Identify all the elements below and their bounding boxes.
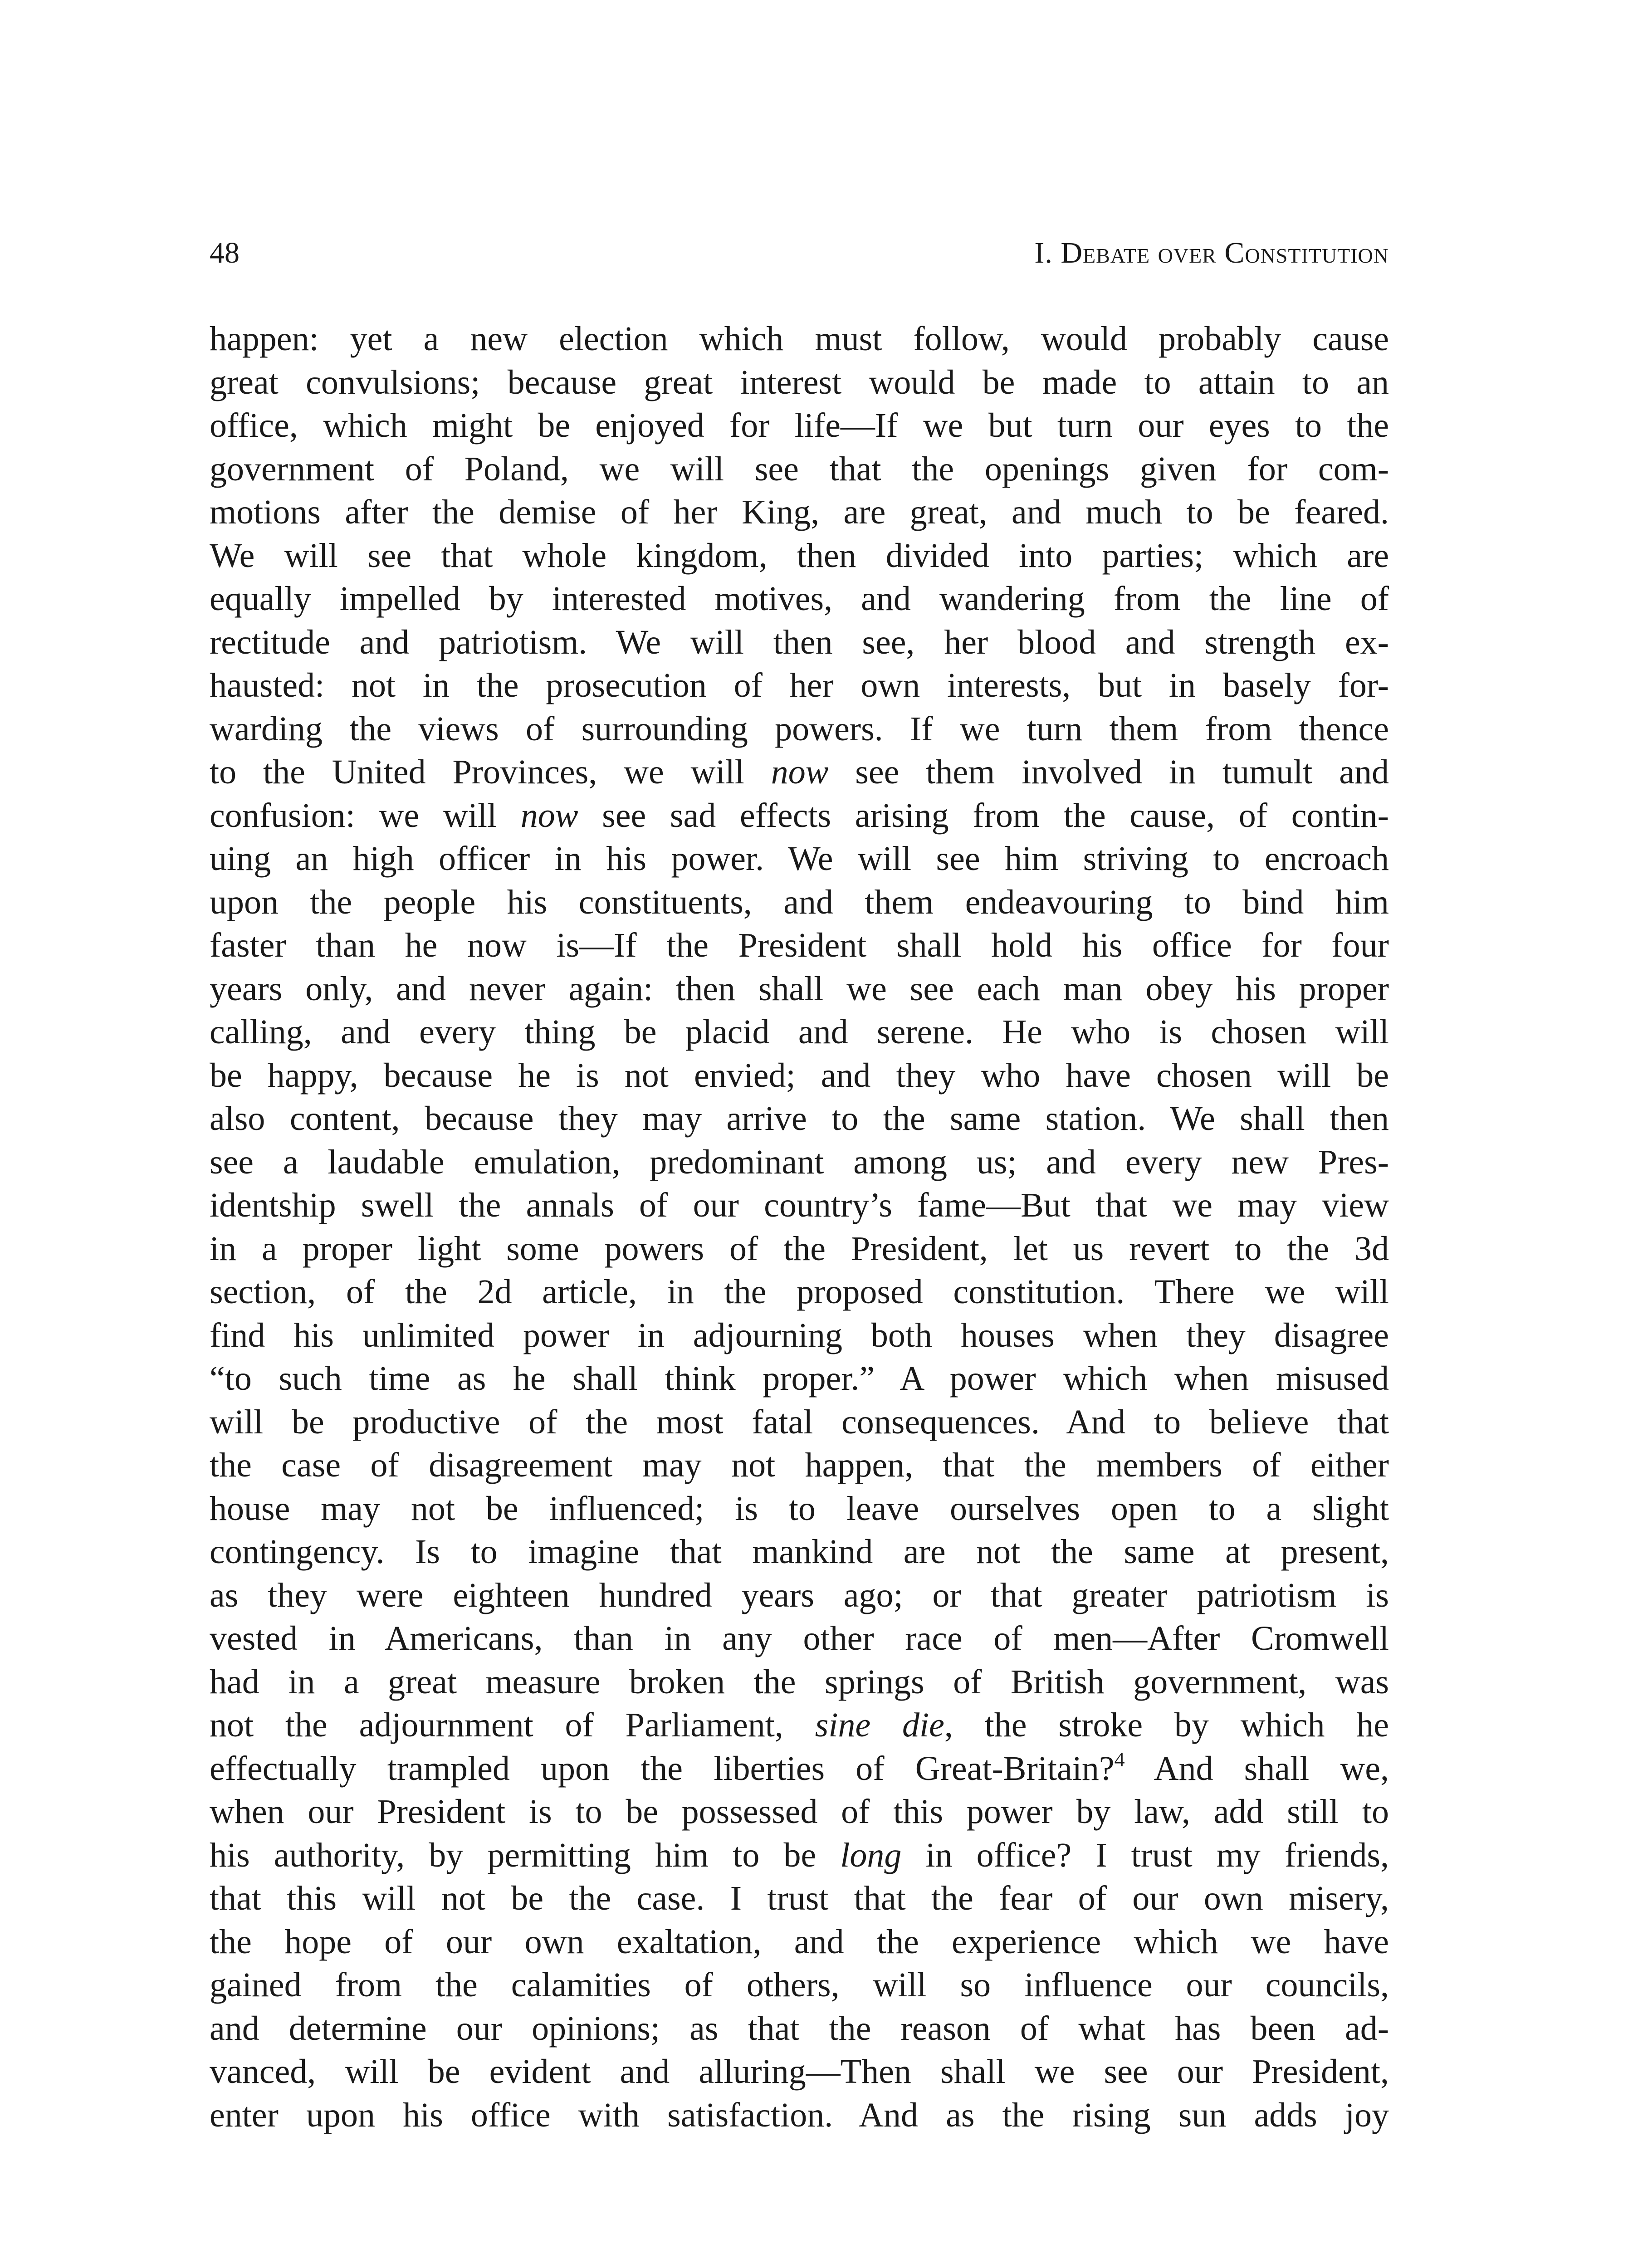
text-line	[210, 1184, 1389, 1227]
italic-text: now	[520, 796, 578, 835]
text-segment: uing an high officer in his power. We will see him striving to encroach	[210, 840, 1389, 878]
text-line	[210, 881, 1389, 924]
text-line	[210, 1227, 1389, 1271]
text-segment: also content, because they may arrive to the same station. We shall then	[210, 1100, 1389, 1138]
body-text	[210, 318, 1389, 2137]
italic-text: long	[840, 1836, 902, 1874]
text-line	[210, 1964, 1389, 2007]
text-line	[210, 1097, 1389, 1141]
text-segment: in a proper light some powers of the President, let us revert to the 3d	[210, 1229, 1389, 1268]
text-segment: “to such time as he shall think proper.” A power which when misused	[210, 1359, 1389, 1398]
text-segment: rectitude and patriotism. We will then see, her blood and strength ex-	[210, 623, 1389, 661]
text-segment: warding the views of surrounding powers. If we turn them from thence	[210, 709, 1389, 748]
text-segment: hausted: not in the prosecution of her own interests, but in basely for-	[210, 666, 1389, 704]
footnote-marker: 4	[1114, 1747, 1125, 1771]
text-line	[210, 491, 1389, 534]
italic-text: sine die	[815, 1706, 944, 1744]
text-segment: find his unlimited power in adjourning both houses when they disagree	[210, 1316, 1389, 1354]
text-segment: confusion: we will	[210, 796, 521, 835]
text-segment: as they were eighteen hundred years ago; or that greater patriotism is	[210, 1576, 1389, 1614]
text-line	[210, 1011, 1389, 1054]
text-segment: , the stroke by which he	[944, 1706, 1389, 1744]
text-line	[210, 751, 1389, 794]
text-segment: will be productive of the most fatal consequences. And to believe that	[210, 1403, 1389, 1441]
text-line	[210, 1141, 1389, 1184]
text-segment: faster than he now is—If the President shall hold his office for four	[210, 926, 1389, 964]
text-line	[210, 1271, 1389, 1314]
text-segment: And shall we,	[1125, 1749, 1389, 1788]
text-segment: to the United Provinces, we will	[210, 753, 771, 791]
text-line	[210, 404, 1389, 448]
text-line	[210, 837, 1389, 881]
text-line	[210, 2094, 1389, 2137]
text-line	[210, 1704, 1389, 1747]
page-number: 48	[210, 236, 240, 269]
text-line	[210, 1834, 1389, 1877]
text-segment: government of Poland, we will see that the openings given for com-	[210, 450, 1389, 488]
text-segment: the hope of our own exaltation, and the experience which we have	[210, 1922, 1389, 1961]
text-segment: that this will not be the case. I trust that the fear of our own misery,	[210, 1879, 1389, 1917]
text-segment: vested in Americans, than in any other race of men—After Cromwell	[210, 1619, 1389, 1657]
text-line	[210, 1661, 1389, 1704]
text-segment: see a laudable emulation, predominant among us; and every new Pres-	[210, 1143, 1389, 1181]
text-segment: and determine our opinions; as that the reason of what has been ad-	[210, 2009, 1389, 2048]
text-line	[210, 968, 1389, 1011]
text-segment: years only, and never again: then shall we see each man obey his proper	[210, 969, 1389, 1008]
text-segment: see sad effects arising from the cause, of contin-	[578, 796, 1389, 835]
text-line	[210, 1054, 1389, 1098]
text-segment: not the adjournment of Parliament,	[210, 1706, 815, 1744]
text-line	[210, 361, 1389, 405]
text-line	[210, 1747, 1389, 1791]
text-segment: great convulsions; because great interest would be made to attain to an	[210, 363, 1389, 401]
italic-text: now	[771, 753, 829, 791]
running-head	[210, 226, 1389, 280]
text-segment: had in a great measure broken the springs of British government, was	[210, 1662, 1389, 1701]
text-line	[210, 1357, 1389, 1401]
text-line	[210, 924, 1389, 968]
text-segment: be happy, because he is not envied; and they who have chosen will be	[210, 1056, 1389, 1095]
text-segment: when our President is to be possessed of this power by law, add still to	[210, 1793, 1389, 1831]
text-segment: in office? I trust my friends,	[901, 1836, 1389, 1874]
text-segment: see them involved in tumult and	[828, 753, 1389, 791]
text-line	[210, 1530, 1389, 1574]
text-line	[210, 1921, 1389, 1964]
text-segment: calling, and every thing be placid and serene. He who is chosen will	[210, 1013, 1389, 1051]
text-segment: effectually trampled upon the liberties of Great-Britain?	[210, 1749, 1115, 1788]
text-segment: equally impelled by interested motives, and wandering from the line of	[210, 580, 1389, 618]
text-segment: vanced, will be evident and alluring—Then shall we see our President,	[210, 2053, 1389, 2091]
text-segment: office, which might be enjoyed for life—If we but turn our eyes to the	[210, 406, 1389, 445]
text-line	[210, 1487, 1389, 1531]
text-line	[210, 577, 1389, 621]
text-line	[210, 621, 1389, 665]
text-segment: the case of disagreement may not happen, that the members of either	[210, 1446, 1389, 1484]
text-line	[210, 1314, 1389, 1358]
text-line	[210, 448, 1389, 491]
text-segment: enter upon his office with satisfaction. And as the rising sun adds joy	[210, 2096, 1389, 2134]
text-segment: house may not be influenced; is to leave ourselves open to a slight	[210, 1489, 1389, 1528]
text-line	[210, 2007, 1389, 2051]
text-segment: motions after the demise of her King, are great, and much to be feared.	[210, 493, 1389, 531]
text-line	[210, 794, 1389, 838]
text-segment: upon the people his constituents, and them endeavouring to bind him	[210, 883, 1389, 921]
text-segment: contingency. Is to imagine that mankind are not the same at present,	[210, 1533, 1389, 1571]
text-segment: his authority, by permitting him to be	[210, 1836, 841, 1874]
text-line	[210, 1790, 1389, 1834]
text-line	[210, 708, 1389, 751]
text-line	[210, 318, 1389, 361]
text-line	[210, 2050, 1389, 2094]
text-segment: happen: yet a new election which must follow, would probably cause	[210, 320, 1389, 358]
text-line	[210, 1444, 1389, 1487]
text-segment: We will see that whole kingdom, then divided into parties; which are	[210, 536, 1389, 575]
text-line	[210, 534, 1389, 578]
text-segment: identship swell the annals of our country’s fame—But that we may view	[210, 1186, 1389, 1224]
text-segment: gained from the calamities of others, will so influence our councils,	[210, 1966, 1389, 2004]
text-line	[210, 1401, 1389, 1444]
text-line	[210, 1574, 1389, 1618]
text-line	[210, 1617, 1389, 1661]
running-title: I. Debate over Constitution	[1034, 236, 1389, 269]
text-line	[210, 664, 1389, 708]
text-line	[210, 1877, 1389, 1921]
text-segment: section, of the 2d article, in the proposed constitution. There we will	[210, 1273, 1389, 1311]
